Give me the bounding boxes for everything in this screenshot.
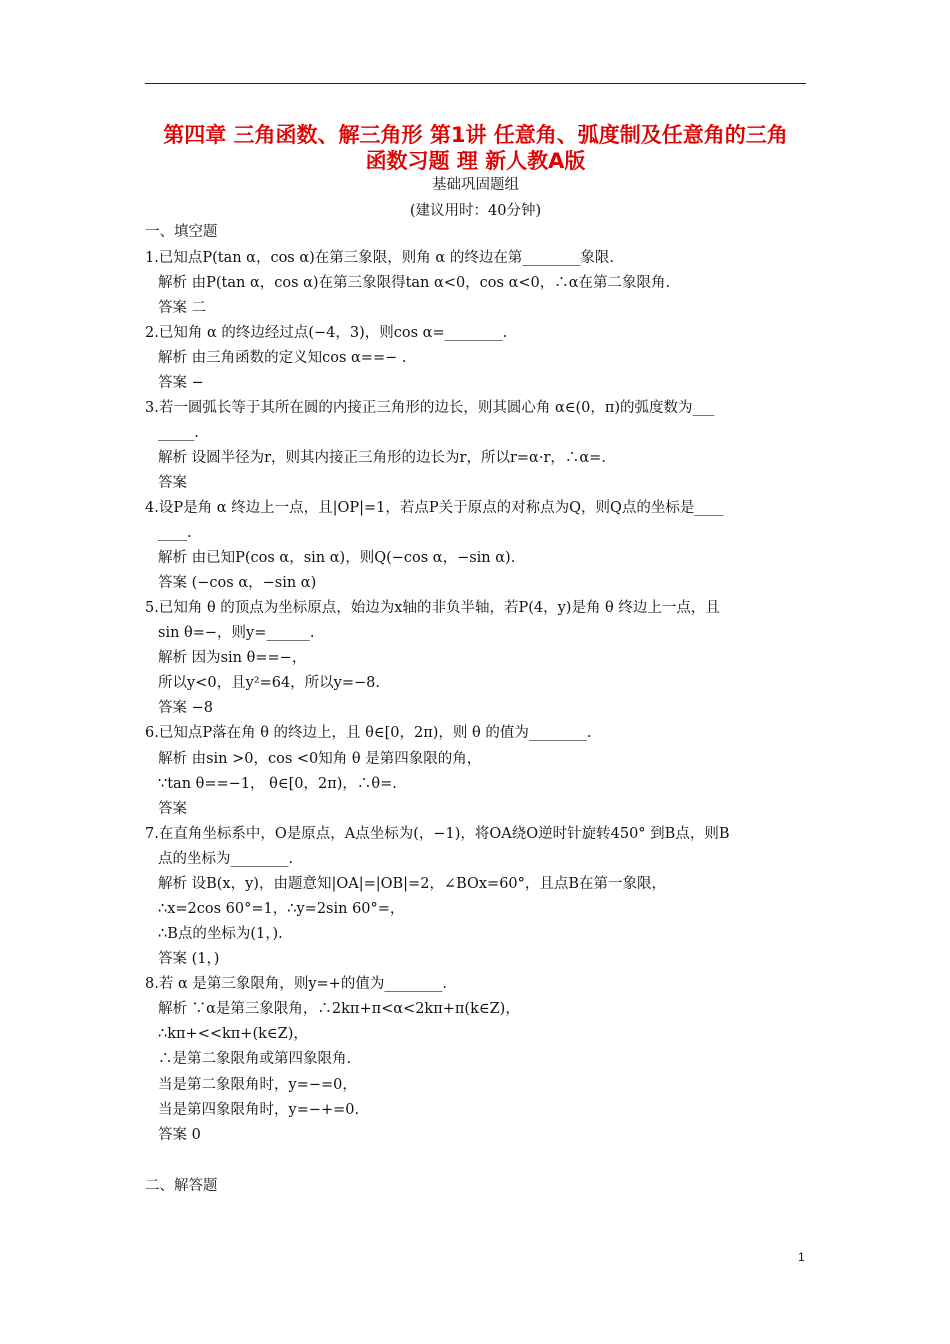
q7-analysis: 解析 设B(x，y)，由题意知|OA|=|OB|=2，∠BOx=60°，且点B在第一象限， [158,876,667,892]
q6-stem: 6.已知点P落在角 θ 的终边上，且 θ∈[0，2π)，则 θ 的值为________. [145,725,592,741]
q4-analysis: 解析 由已知P(cos α，sin α)，则Q(−cos α，−sin α). [158,550,516,566]
q8-analysis-cont-2: ∴是第二象限角或第四象限角. [158,1051,352,1067]
q2-answer: 答案 − [158,375,204,391]
q7-stem-cont: 点的坐标为________. [158,851,294,867]
q6-analysis-cont: ∵tan θ==−1， θ∈[0，2π)，∴θ=. [158,776,397,792]
q8-analysis-cont-3: 当是第二象限角时，y=−=0， [158,1077,357,1093]
q2-stem: 2.已知角 α 的终边经过点(−4，3)，则cos α=________. [145,325,508,341]
time-hint: (建议用时：40分钟) [409,203,542,219]
q5-analysis: 解析 因为sin θ==−， [158,650,307,666]
q5-analysis-cont: 所以y<0，且y²=64，所以y=−8. [158,675,380,691]
header-rule [145,83,806,84]
page-number: 1 [798,1250,805,1264]
chapter-title [145,122,806,174]
q4-stem-cont: ____. [158,525,192,541]
q7-analysis-cont-2: ∴B点的坐标为(1，). [158,926,283,942]
q3-stem-cont: _____. [158,425,199,441]
q8-analysis-cont-1: ∴kπ+<<kπ+(k∈Z)， [158,1026,308,1042]
q5-answer: 答案 −8 [158,700,213,716]
q8-analysis-cont-4: 当是第四象限角时，y=−+=0. [158,1102,360,1118]
q7-answer: 答案 (1，) [158,951,220,967]
q2-analysis: 解析 由三角函数的定义知cos α==− . [158,350,407,366]
q1-answer: 答案 二 [158,300,207,316]
q4-answer: 答案 (−cos α，−sin α) [158,575,317,591]
q4-stem: 4.设P是角 α 终边上一点，且|OP|=1，若点P关于原点的对称点为Q，则Q点的坐标是____ [145,500,724,516]
chapter-title-line-1: 第四章 三角函数、解三角形 第1讲 任意角、弧度制及任意角的三角 [163,123,788,147]
q8-stem: 8.若 α 是第三象限角，则y=+的值为________. [145,976,447,992]
group-title: 基础巩固题组 [432,177,519,193]
q5-stem: 5.已知角 θ 的顶点为坐标原点，始边为x轴的非负半轴，若P(4，y)是角 θ 终边上一点，且 [145,600,720,616]
q6-analysis: 解析 由sin >0，cos <0知角 θ 是第四象限的角， [158,751,482,767]
section-heading-fill: 一、填空题 [145,224,218,240]
chapter-title-line-2: 函数习题 理 新人教A版 [365,149,586,173]
q8-answer: 答案 0 [158,1127,201,1143]
q7-analysis-cont-1: ∴x=2cos 60°=1，∴y=2sin 60°=， [158,901,405,917]
q5-stem-cont: sin θ=−，则y=______. [158,625,315,641]
q1-analysis: 解析 由P(tan α，cos α)在第三象限得tan α<0，cos α<0，∴α在第二象限角. [158,275,671,291]
q8-analysis: 解析 ∵α是第三象限角，∴2kπ+π<α<2kπ+π(k∈Z)， [158,1001,520,1017]
q1-stem: 1.已知点P(tan α，cos α)在第三象限，则角 α 的终边在第________象限. [145,250,614,266]
q6-answer: 答案 [158,801,187,817]
q3-stem: 3.若一圆弧长等于其所在圆的内接正三角形的边长，则其圆心角 α∈(0，π)的弧度数为___ [145,400,715,416]
q3-analysis: 解析 设圆半径为r，则其内接正三角形的边长为r，所以r=α·r，∴α=. [158,450,606,466]
section-heading-solve: 二、解答题 [145,1178,218,1194]
q3-answer: 答案 [158,475,187,491]
q7-stem: 7.在直角坐标系中，O是原点，A点坐标为(，−1)，将OA绕O逆时针旋转450° 到B点，则B [145,826,730,842]
